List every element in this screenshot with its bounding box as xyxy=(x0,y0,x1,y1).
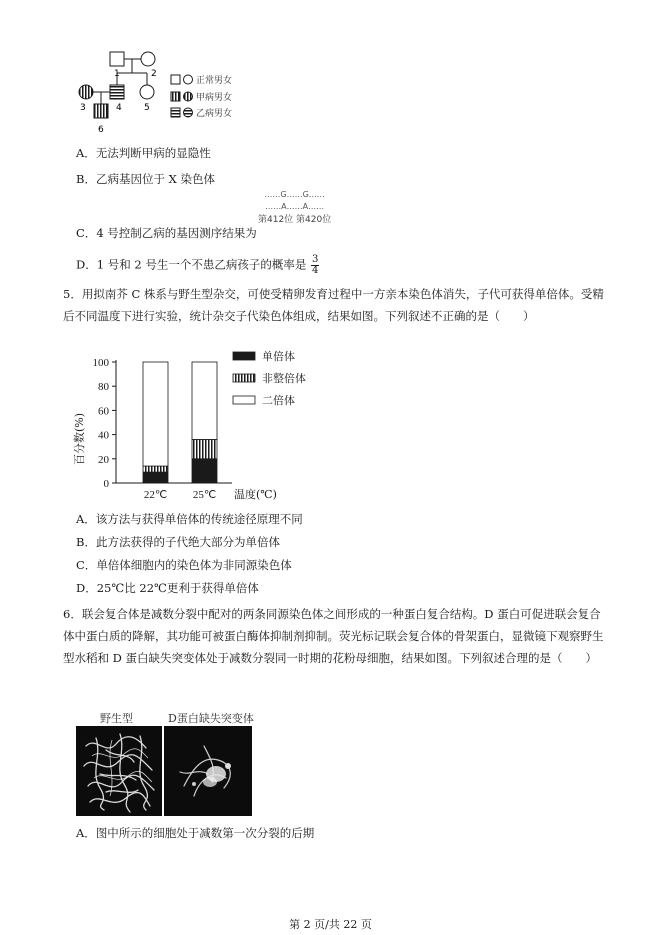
wild-type-micrograph xyxy=(76,726,162,816)
pedigree-individual-6 xyxy=(94,104,108,118)
probability-fraction: $\frac{3}{4}$ xyxy=(312,254,319,276)
legend-swatch xyxy=(233,352,255,360)
pedigree-individual-1 xyxy=(110,52,124,66)
pedigree-individual-3 xyxy=(79,85,93,99)
sequence-row-1: ……G……G…… xyxy=(264,190,325,199)
q5-option-c: C．单倍体细胞内的染色体为非同源染色体 xyxy=(76,558,292,572)
pedigree-chart xyxy=(70,44,260,140)
q5-option-b: B．此方法获得的子代绝大部分为单倍体 xyxy=(76,535,280,549)
legend-swatch xyxy=(233,374,255,382)
pedigree-number: 3 xyxy=(80,103,86,113)
q5-option-a: A．该方法与获得单倍体的传统途径原理不同 xyxy=(76,512,303,526)
pedigree-number: 4 xyxy=(116,103,122,113)
q4-option-d: D．1 号和 2 号生一个不患乙病孩子的概率是 $\frac{3}{4}$ xyxy=(76,254,319,276)
bar-segment-haploid xyxy=(192,459,217,483)
y-axis-label: 百分数(%) xyxy=(73,412,86,466)
pedigree-individual-5 xyxy=(140,85,154,99)
x-tick-label: 25℃ xyxy=(192,489,217,501)
pedigree-number: 6 xyxy=(98,125,104,135)
pedigree-individual-4 xyxy=(110,85,124,99)
x-tick-label: 22℃ xyxy=(143,489,168,501)
bar-segment-haploid xyxy=(143,472,168,483)
legend-label: 二倍体 xyxy=(262,394,295,407)
image-label-wild-type: 野生型 xyxy=(100,712,133,725)
q4-option-c: C．4 号控制乙病的基因测序结果为 xyxy=(76,226,257,240)
sequencing-result xyxy=(258,190,331,225)
pedigree-number: 1 xyxy=(114,69,120,79)
q5-option-d: D．25℃比 22℃更利于获得单倍体 xyxy=(76,581,259,595)
image-label-mutant: D蛋白缺失突变体 xyxy=(168,712,254,725)
q4-option-b: B．乙病基因位于 X 染色体 xyxy=(76,172,215,186)
q6-option-a: A．图中所示的细胞处于减数第一次分裂的后期 xyxy=(76,826,315,840)
y-tick-label: 20 xyxy=(98,453,109,466)
legend-swatch xyxy=(233,396,255,404)
legend-label: 单倍体 xyxy=(262,350,295,363)
y-tick-label: 100 xyxy=(92,357,109,369)
mutant-micrograph xyxy=(164,726,252,816)
q5-stem: 5．用拟南芥 C 株系与野生型杂交，可使受精卵发育过程中一方亲本染色体消失，子代可获得单倍体。受精后不同温度下进行实验，统计杂交子代染色体组成，结果如图。下列叙述不正确的是（ ） xyxy=(63,287,604,323)
pedigree-legend-normal: 正常男女 xyxy=(196,76,233,86)
bar-segment-aneuploid xyxy=(192,439,217,458)
legend-label: 非整倍体 xyxy=(262,372,306,385)
page-footer: 第 2 页/共 22 页 xyxy=(289,918,372,931)
bar-segment-aneuploid xyxy=(143,466,168,472)
pedigree-legend-disease-b: 乙病男女 xyxy=(196,109,233,119)
q6-stem: 6．联会复合体是减数分裂中配对的两条同源染色体之间形成的一种蛋白复合结构。D 蛋白可促进联会复合体中蛋白质的降解，其功能可被蛋白酶体抑制剂抑制。荧光标记联会复合体的骨架蛋白，显微镜下观察野生型水稻和 D 蛋白缺失突变体处于减数分裂同一时期的花粉母细胞，结果如图。下列叙述合理的是（ ） xyxy=(63,607,604,665)
y-tick-label: 80 xyxy=(98,381,109,394)
ploidy-chart xyxy=(70,344,330,504)
pedigree-individual-2 xyxy=(141,52,155,66)
y-tick-label: 40 xyxy=(98,429,109,442)
sequence-row-2: ……A……A…… xyxy=(265,202,325,211)
x-axis-label: 温度(℃) xyxy=(234,488,277,501)
bar-segment-diploid xyxy=(143,362,168,466)
pedigree-number: 5 xyxy=(144,103,150,113)
pedigree-legend-disease-a: 甲病男女 xyxy=(196,93,233,103)
sequence-positions: 第412位 第420位 xyxy=(258,215,332,225)
q4-option-a: A．无法判断甲病的显隐性 xyxy=(76,146,211,160)
y-tick-label: 0 xyxy=(103,478,109,490)
bar-segment-diploid xyxy=(192,362,217,439)
y-tick-label: 60 xyxy=(98,405,109,418)
pedigree-number: 2 xyxy=(151,69,157,79)
